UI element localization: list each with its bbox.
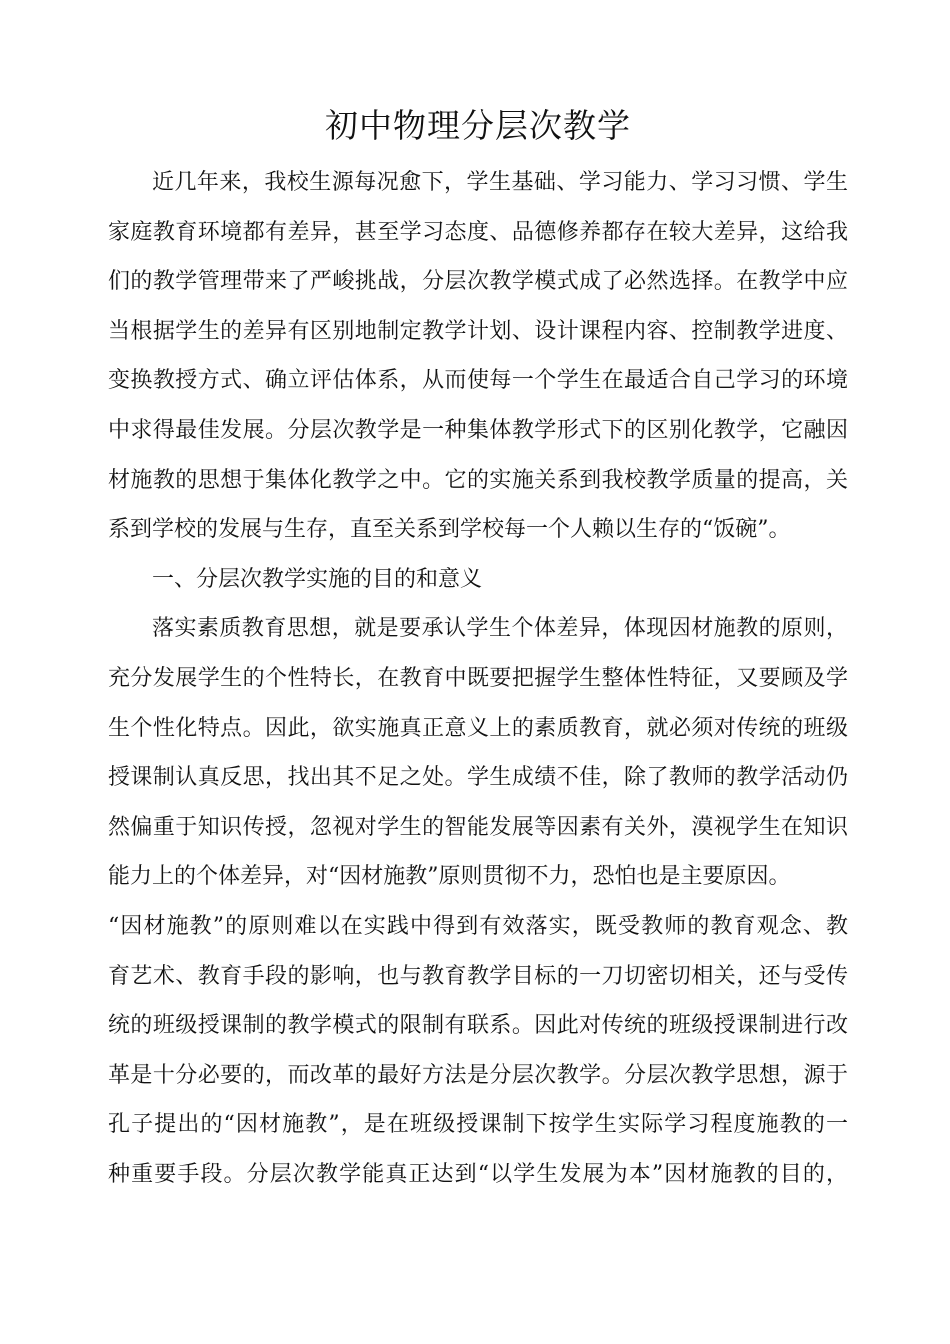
text-line: 落实素质教育思想，就是要承认学生个体差异，体现因材施教的原则， (152, 616, 848, 642)
text-line: 家庭教育环境都有差异，甚至学习态度、品德修养都存在较大差异，这给我 (108, 219, 848, 245)
text-line: 授课制认真反思，找出其不足之处。学生成绩不佳，除了教师的教学活动仍 (108, 765, 848, 791)
document-title: 初中物理分层次教学 (325, 106, 631, 145)
document-body (108, 158, 848, 1199)
text-line: 孔子提出的“因材施教”，是在班级授课制下按学生实际学习程度施教的一 (108, 1112, 848, 1138)
text-line: “因材施教”的原则难以在实践中得到有效落实，既受教师的教育观念、教 (108, 913, 848, 939)
text-line: 一、分层次教学实施的目的和意义 (152, 566, 483, 592)
text-line: 育艺术、教育手段的影响，也与教育教学目标的一刀切密切相关，还与受传 (108, 963, 848, 989)
text-line: 们的教学管理带来了严峻挑战，分层次教学模式成了必然选择。在教学中应 (108, 269, 848, 295)
text-line: 材施教的思想于集体化教学之中。它的实施关系到我校教学质量的提高，关 (108, 467, 848, 493)
text-line: 革是十分必要的，而改革的最好方法是分层次教学。分层次教学思想，源于 (108, 1062, 848, 1088)
text-line: 能力上的个体差异，对“因材施教”原则贯彻不力，恐怕也是主要原因。 (108, 864, 791, 890)
text-line: 生个性化特点。因此，欲实施真正意义上的素质教育，就必须对传统的班级 (108, 715, 848, 741)
text-line: 中求得最佳发展。分层次教学是一种集体教学形式下的区别化教学，它融因 (108, 417, 848, 443)
document-page (108, 100, 848, 1199)
text-line: 充分发展学生的个性特长，在教育中既要把握学生整体性特征，又要顾及学 (108, 665, 848, 691)
text-line: 当根据学生的差异有区别地制定教学计划、设计课程内容、控制教学进度、 (108, 318, 848, 344)
text-line: 统的班级授课制的教学模式的限制有联系。因此对传统的班级授课制进行改 (108, 1013, 848, 1039)
text-line: 种重要手段。分层次教学能真正达到“以学生发展为本”因材施教的目的， (108, 1161, 848, 1187)
text-line: 近几年来，我校生源每况愈下，学生基础、学习能力、学习习惯、学生 (152, 170, 848, 195)
text-line: 变换教授方式、确立评估体系，从而使每一个学生在最适合自己学习的环境 (108, 368, 848, 394)
text-line: 系到学校的发展与生存，直至关系到学校每一个人赖以生存的“饭碗”。 (108, 517, 791, 543)
text-line: 然偏重于知识传授，忽视对学生的智能发展等因素有关外，漠视学生在知识 (108, 814, 848, 840)
